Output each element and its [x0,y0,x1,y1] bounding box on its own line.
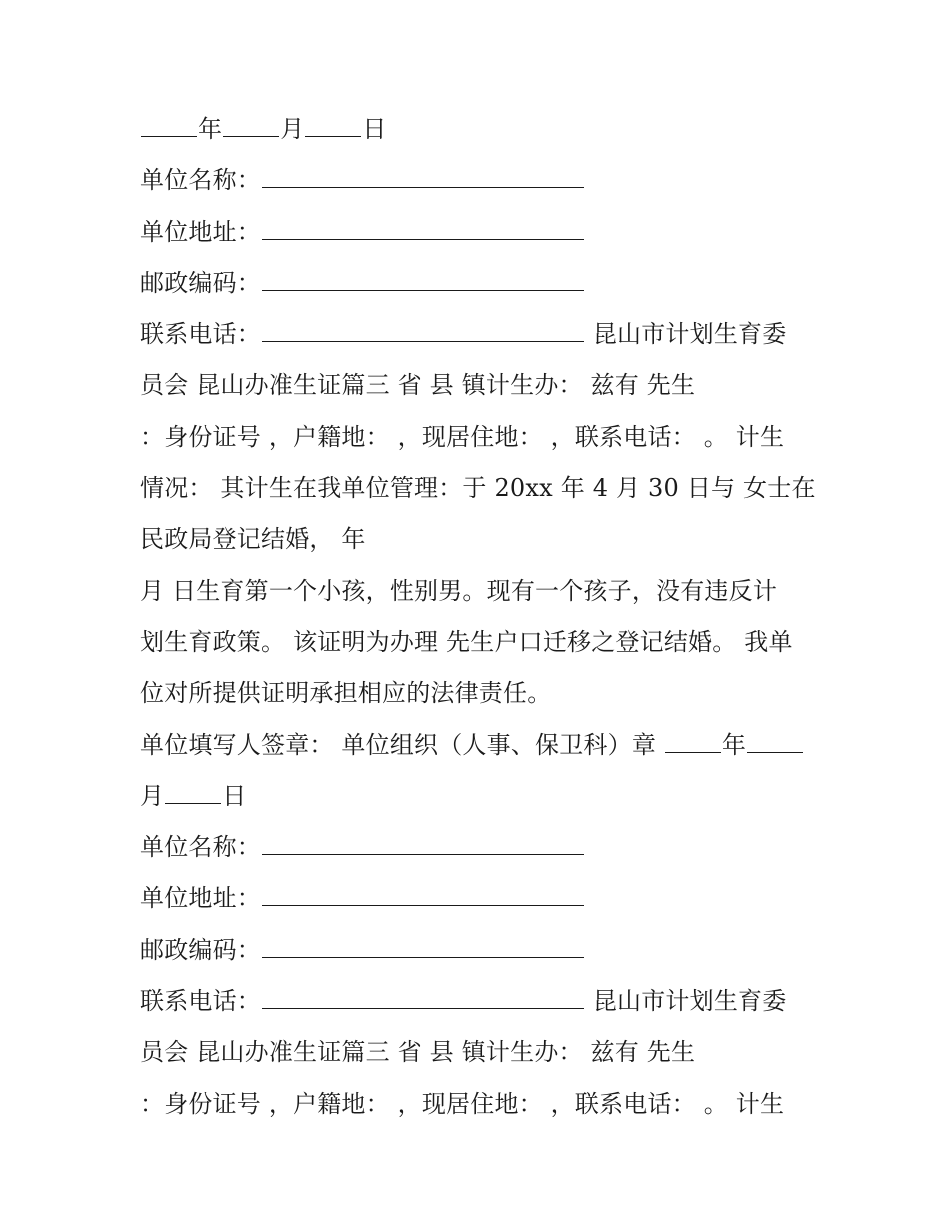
signature-month-label: 月 [140,781,165,810]
body-line: 情况： 其计生在我单位管理：于 20xx 年 4 月 30 日与 女士在 [140,474,816,503]
unit-name-line [140,155,830,206]
phone-label: 联系电话： [140,987,261,1016]
date-line [140,104,830,155]
committee-text: 昆山市计划生育委 [585,320,787,349]
phone-line-2 [140,976,830,1027]
month-label: 月 [280,115,305,143]
postal-code-blank[interactable] [262,939,584,958]
body-line: ：身份证号 ，户籍地： ，现居住地： ，联系电话： 。 计生 [140,422,785,451]
phone-line [140,309,830,360]
signature-date-line [140,771,830,822]
unit-name-blank[interactable] [262,836,584,855]
signature-year-label: 年 [721,730,747,759]
unit-address-line-2 [140,873,830,924]
committee-text: 昆山市计划生育委 [585,987,787,1016]
body-line: 员会 昆山办准生证篇三 省 县 镇计生办： 兹有 先生 [140,1038,696,1067]
unit-name-line-2 [140,822,830,873]
postal-code-blank[interactable] [262,272,584,291]
signature-day-label: 日 [222,781,247,810]
unit-address-blank[interactable] [262,887,584,906]
phone-blank[interactable] [262,323,584,342]
month-blank[interactable] [223,118,279,137]
body-line: ：身份证号 ，户籍地： ，现居住地： ，联系电话： 。 计生 [140,1089,785,1118]
unit-address-line [140,207,830,258]
body-line: 位对所提供证明承担相应的法律责任。 [140,679,552,708]
phone-blank[interactable] [262,990,584,1009]
postal-code-label: 邮政编码： [140,268,261,297]
unit-address-blank[interactable] [262,221,584,240]
year-blank[interactable] [141,118,197,137]
phone-label: 联系电话： [140,320,261,349]
body-line: 民政局登记结婚， 年 [140,525,366,554]
day-label: 日 [362,115,387,143]
unit-address-label: 单位地址： [140,884,261,913]
signature-label: 单位填写人签章： 单位组织（人事、保卫科）章 [140,730,664,759]
body-line: 员会 昆山办准生证篇三 省 县 镇计生办： 兹有 先生 [140,371,696,400]
unit-address-label: 单位地址： [140,217,261,246]
postal-code-line-2 [140,925,830,976]
year-label: 年 [198,115,223,143]
body-line: 划生育政策。 该证明为办理 先生户口迁移之登记结婚。 我单 [140,627,793,656]
day-blank[interactable] [305,118,361,137]
postal-code-label: 邮政编码： [140,935,261,964]
body-line: 月 日生育第一个小孩，性别男。现有一个孩子，没有违反计 [140,576,778,605]
unit-name-blank[interactable] [262,169,584,188]
document-page [140,104,830,1130]
signature-year-blank[interactable] [665,734,721,753]
unit-name-label: 单位名称： [140,166,261,195]
signature-month-blank[interactable] [747,734,803,753]
unit-name-label: 单位名称： [140,833,261,862]
signature-day-blank[interactable] [165,785,221,804]
postal-code-line [140,258,830,309]
signature-line [140,720,830,771]
